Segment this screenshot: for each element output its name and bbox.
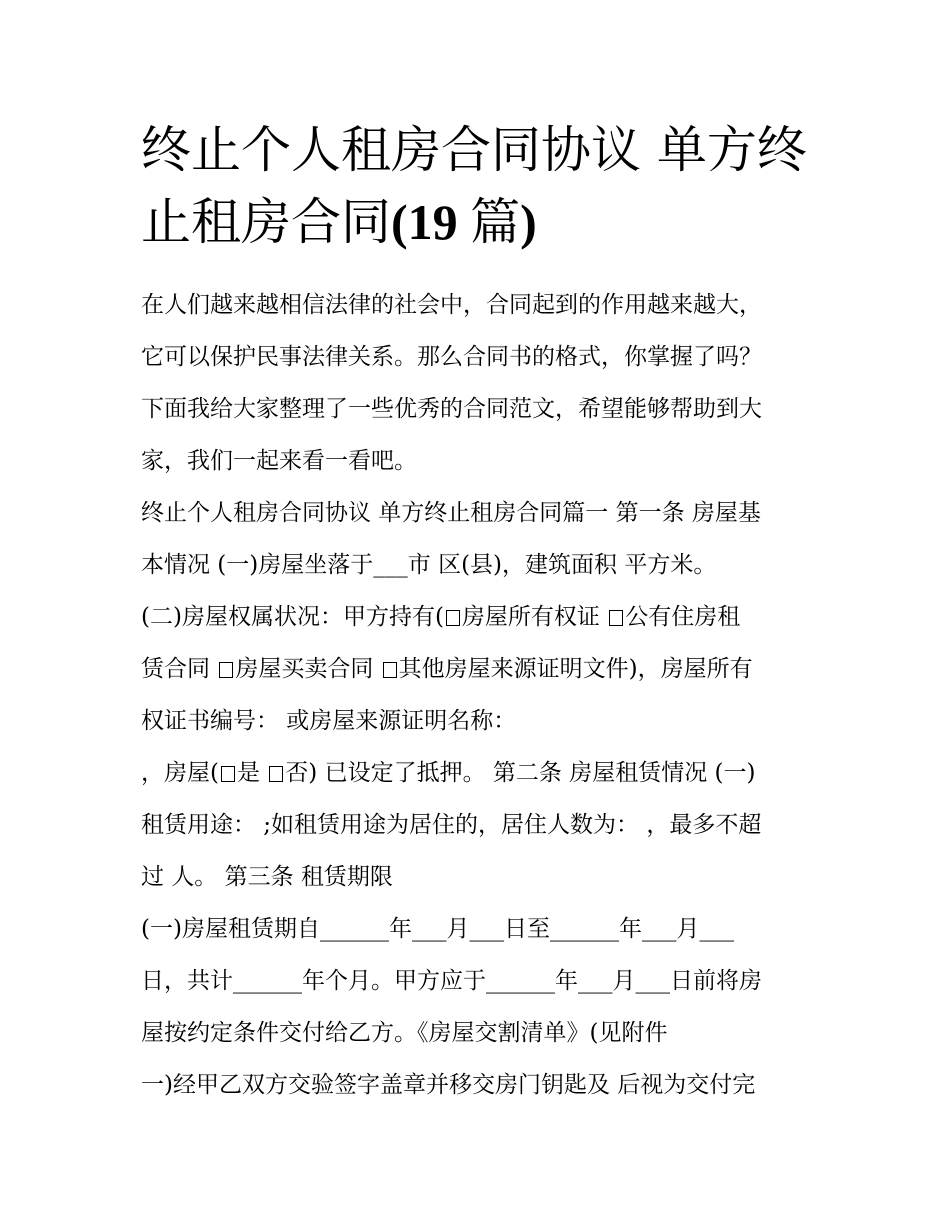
- line-text: ，房屋(: [141, 760, 219, 786]
- body-line: [141, 643, 831, 695]
- line-text: 是: [236, 760, 268, 786]
- body-line: 权证书编号： 或房屋来源证明名称：: [141, 708, 517, 734]
- body-line: 它可以保护民事法律关系。那么合同书的格式，你掌握了吗？: [141, 344, 762, 370]
- document-content: [141, 114, 831, 1111]
- contract-paragraph-1: [141, 487, 831, 591]
- body-line: [141, 591, 831, 643]
- line-text: 房屋所有权证: [461, 604, 608, 630]
- contract-paragraph-5: [141, 1059, 831, 1111]
- title-line-2: [141, 186, 831, 258]
- checkbox-icon: [219, 662, 233, 678]
- body-line: 本情况 (一)房屋坐落于___市 区(县)，建筑面积 平方米。: [141, 552, 717, 578]
- body-line: 在人们越来越相信法律的社会中，合同起到的作用越来越大，: [141, 292, 762, 318]
- checkbox-icon: [269, 766, 283, 782]
- line-text: 赁合同: [141, 656, 218, 682]
- contract-paragraph-4: [141, 903, 831, 1059]
- line-text: 其他房屋来源证明文件)，房屋所有: [398, 656, 753, 682]
- title-text-c: 篇: [470, 193, 521, 251]
- title-line-1: 终止个人租房合同协议 单方终: [141, 121, 807, 179]
- body-line: 终止个人租房合同协议 单方终止租房合同篇一 第一条 房屋基: [141, 500, 761, 526]
- checkbox-icon: [446, 610, 460, 626]
- contract-paragraph-3: [141, 747, 831, 903]
- body-line: 屋按约定条件交付给乙方。《房屋交割清单》(见附件: [141, 1020, 668, 1046]
- line-text: 否) 已设定了抵押。 第二条 房屋租赁情况 (一): [285, 760, 756, 786]
- body-line: [141, 747, 831, 799]
- body-line: 一)经甲乙双方交验签字盖章并移交房门钥匙及 后视为交付完: [141, 1072, 756, 1098]
- checkbox-icon: [609, 610, 623, 626]
- checkbox-icon: [221, 766, 235, 782]
- line-text: 房屋买卖合同: [235, 656, 381, 682]
- body-line: 过 人。 第三条 租赁期限: [141, 864, 393, 890]
- line-text: 公有住房租: [625, 604, 741, 630]
- body-line: 下面我给大家整理了一些优秀的合同范文，希望能够帮助到大: [141, 396, 762, 422]
- checkbox-icon: [383, 662, 397, 678]
- document-title: [141, 114, 831, 258]
- title-text-d: ): [520, 194, 537, 250]
- title-text-b: (19: [391, 194, 471, 250]
- line-text: (二)房屋权属状况：甲方持有(: [141, 604, 444, 630]
- body-line: 日，共计______年个月。甲方应于______年___月___日前将房: [141, 968, 762, 994]
- body-line: 家，我们一起来看一看吧。: [141, 448, 417, 474]
- title-text-a: 止租房合同: [141, 193, 391, 251]
- body-line: 租赁用途： ;如租赁用途为居住的，居住人数为： ，最多不超: [141, 812, 762, 838]
- intro-paragraph: [141, 279, 831, 487]
- contract-paragraph-2: [141, 591, 831, 747]
- body-line: (一)房屋租赁期自______年___月___日至______年___月___: [141, 916, 734, 942]
